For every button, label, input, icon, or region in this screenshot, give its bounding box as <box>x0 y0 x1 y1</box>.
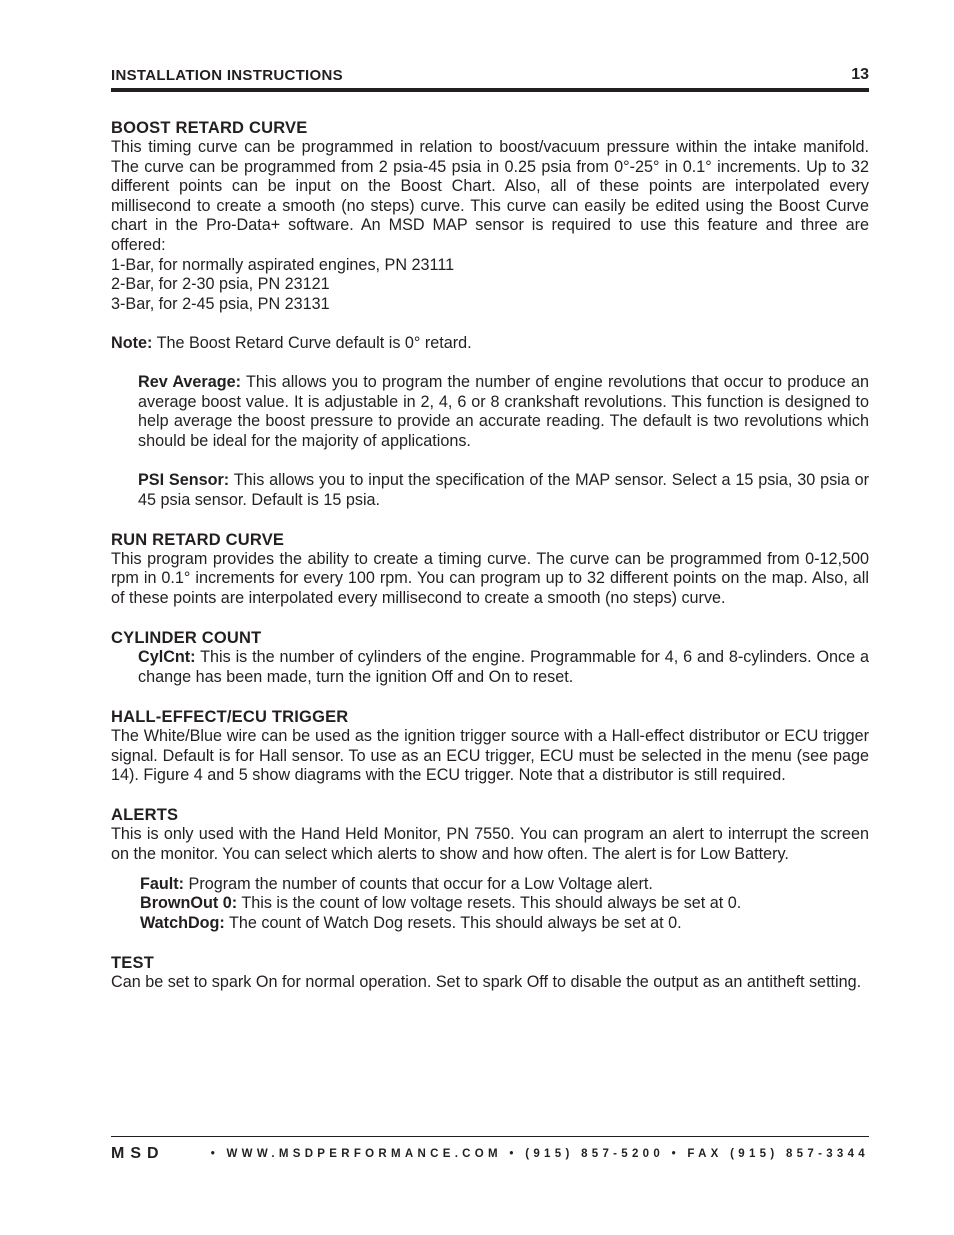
test-body: Can be set to spark On for normal operation. Set to spark Off to disable the output as an antitheft setting. <box>111 972 862 991</box>
hall-effect-body: The White/Blue wire can be used as the ignition trigger source with a Hall-effect distributor or ECU trigger signal. Default is for Hall sensor. To use as an ECU trigger, ECU must be selected in the menu (see page 14). Figure 4 and 5 show diagrams with the ECU trigger. Note that a distributor is still required. <box>111 727 869 785</box>
rev-average-text: This allows you to program the number of engine revolutions that occur to produce an average boost value. It is adjustable in 2, 4, 6 or 8 crankshaft revolutions. This function is designed to help average the boost pressure to provide an accurate reading. The default is two revolutions which should be ideal for the majority of applications. <box>138 373 869 450</box>
header-title: INSTALLATION INSTRUCTIONS <box>111 67 343 84</box>
watchdog-text: The count of Watch Dog resets. This should always be set at 0. <box>224 913 682 932</box>
list-item: 3-Bar, for 2-45 psia, PN 23131 <box>111 294 330 313</box>
brownout-text: This is the count of low voltage resets. This should always be set at 0. <box>237 894 742 913</box>
note-text: The Boost Retard Curve default is 0° retard. <box>152 333 472 352</box>
fault-line <box>111 875 869 895</box>
psi-sensor-text: This allows you to input the specification of the MAP sensor. Select a 15 psia, 30 psia or 45 psia sensor. Default is 15 psia. <box>138 471 869 509</box>
psi-sensor-label: PSI Sensor: <box>138 471 230 490</box>
alerts-heading: ALERTS <box>111 806 179 825</box>
rev-average-paragraph <box>111 373 869 451</box>
map-sensor-list <box>111 256 869 315</box>
cylinder-count-heading: CYLINDER COUNT <box>111 629 262 648</box>
list-item: 2-Bar, for 2-30 psia, PN 23121 <box>111 275 330 294</box>
page-header <box>111 66 869 92</box>
boost-retard-heading: BOOST RETARD CURVE <box>111 119 308 137</box>
watchdog-line <box>111 914 869 934</box>
psi-sensor-paragraph <box>111 471 869 510</box>
cylcnt-paragraph <box>111 648 869 687</box>
test-heading: TEST <box>111 953 154 972</box>
run-retard-heading: RUN RETARD CURVE <box>111 530 285 549</box>
alerts-body: This is only used with the Hand Held Monitor, PN 7550. You can program an alert to interrupt the screen on the monitor. You can select which alerts to show and how often. The alert is for Low Battery. <box>111 825 869 863</box>
cylcnt-label: CylCnt: <box>138 648 196 667</box>
run-retard-body: This program provides the ability to create a timing curve. The curve can be programmed from 0-12,500 rpm in 0.1° increments for every 100 rpm. You can program up to 32 different points on the map. Also, all of these points are interpolated every millisecond to create a smooth (no steps) curve. <box>111 549 869 608</box>
boost-note <box>111 334 869 354</box>
footer-contact: • WWW.MSDPERFORMANCE.COM • (915) 857-5200 • FAX (915) 857-3344 <box>210 1148 869 1160</box>
cylcnt-text: This is the number of cylinders of the engine. Programmable for 4, 6 and 8-cylinders. Once a change has been made, turn the ignition Off and On to reset. <box>138 648 869 686</box>
footer-brand: MSD <box>111 1145 165 1162</box>
hall-effect-heading: HALL-EFFECT/ECU TRIGGER <box>111 708 349 727</box>
note-label: Note: <box>111 333 153 352</box>
fault-label: Fault: <box>140 874 185 893</box>
brownout-line <box>111 894 869 914</box>
page-content <box>111 118 869 993</box>
page-number: 13 <box>851 66 869 83</box>
rev-average-label: Rev Average: <box>138 373 242 392</box>
boost-retard-body: This timing curve can be programmed in relation to boost/vacuum pressure within the intake manifold. The curve can be programmed from 2 psia-45 psia in 0.25 psia from 0°-25° in 0.1° increments. Up to 32 different points can be input on the Boost Chart. Also, all of these points are interpolated every millisecond to create a smooth (no steps) curve. This curve can easily be edited using the Boost Curve chart in the Pro-Data+ software. An MSD MAP sensor is required to use this feature and three are offered: <box>111 138 869 254</box>
fault-text: Program the number of counts that occur for a Low Voltage alert. <box>184 874 653 893</box>
list-item: 1-Bar, for normally aspirated engines, PN 23111 <box>111 255 455 274</box>
brownout-label: BrownOut 0: <box>140 894 238 913</box>
page-footer <box>111 1136 869 1162</box>
watchdog-label: WatchDog: <box>140 913 225 932</box>
